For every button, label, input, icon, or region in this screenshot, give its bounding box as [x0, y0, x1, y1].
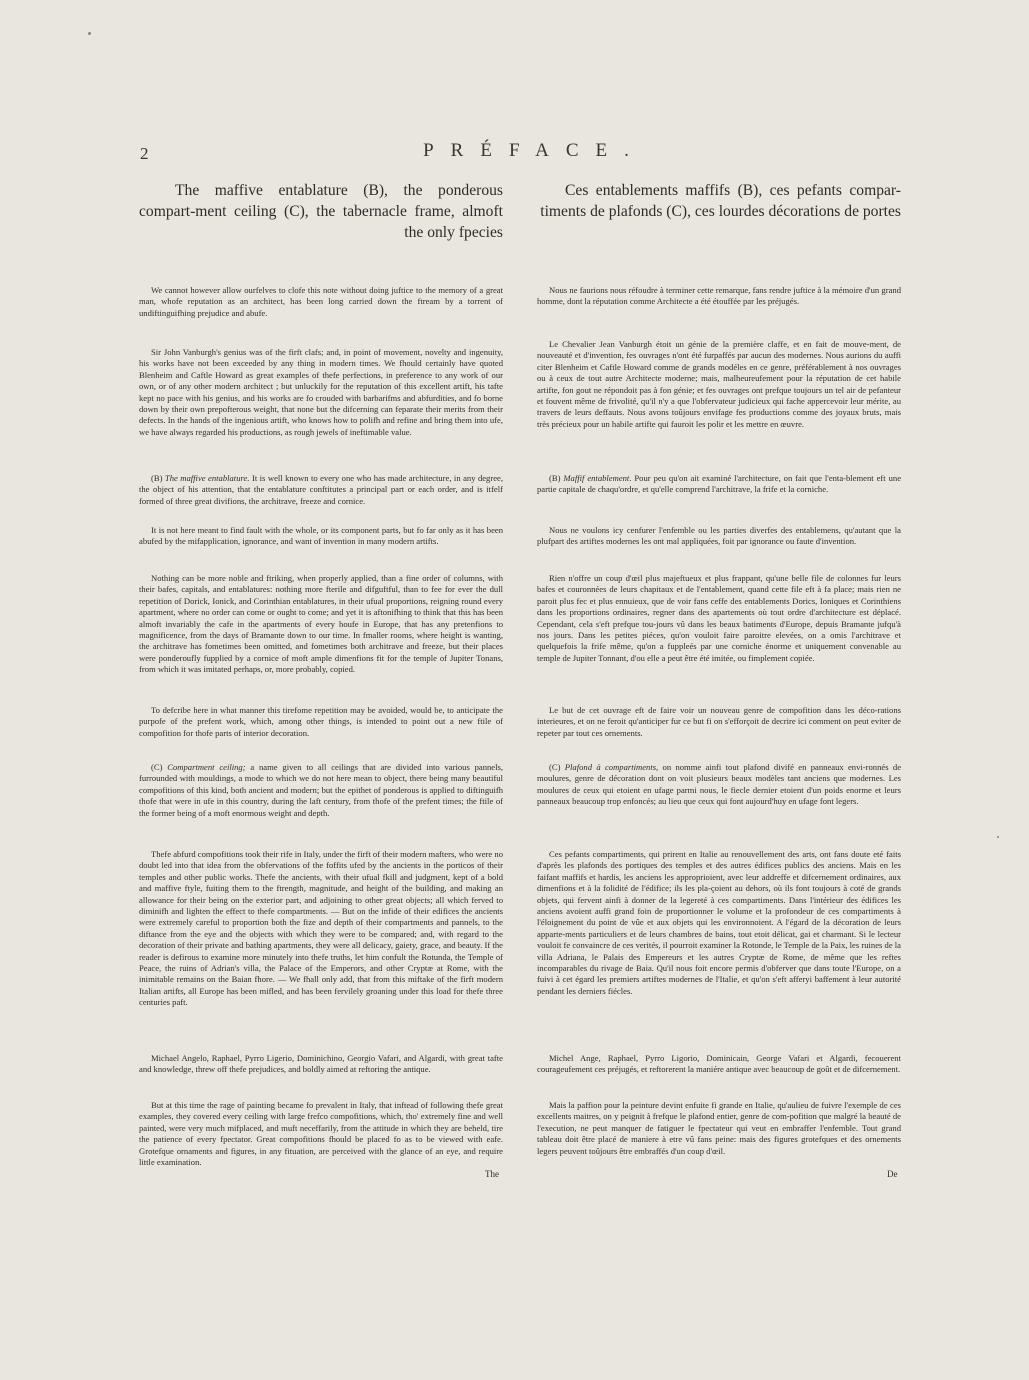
english-column: [139, 180, 503, 1168]
paragraph-text: It is well known to every one who has made architecture, in any degree, the object of his attention, that the entablature conftitutes a principal part or each order, and is itfelf formed of three great divifions, the architrave, freeze and cornice.: [139, 473, 503, 506]
french-paragraph: [537, 762, 901, 808]
french-paragraph: [537, 473, 901, 496]
paragraph-text: Thefe abfurd compofitions took their rife in Italy, under the firft of their modern mafters, who were no doubt led into that idea from the obfervations of the foffits ufed by the ancients in the porticos of their temples and other public works. Thefe the ancients, with their ufual fkill and judgment, kept of a bold and maffive ftyle, fuiting them to the ftrength, magnitude, and height of the building, and making an allowance for their being on the exterior part, and adjoining to other great objects; all which ferved to diminifh and lighten the effect to thefe compartments. — But on the infide of their edifices the ancients were extremely careful to proportion both the fize and depth of their compartments and pannels, to the diftance from the eye and the objects with which they were to be compared; and, with regard to the decoration of their private and bathing apartments, they were all delicacy, gaiety, grace, and beauty. If the reader is defirous to examine more minutely into thefe truths, let him confult the Rotunda, the Temple of Peace, the ruins of Adrian's villa, the Palace of the Emperors, and other Cryptæ at Rome, with the inimitable remains on the Baian fhore. — We fhall only add, that from this miftake of the firft modern Italian artifts, all Europe has been mifled, and has been fervilely groaning under this load for thefe three centuries paft.: [139, 849, 503, 1008]
speck: [997, 836, 999, 838]
paragraph-text: Michel Ange, Raphael, Pyrro Ligorio, Dominicain, George Vafari et Algardi, fecouerent courageufement ces préjugés, et reftorerent la maniére antique avec beaucoup de goût et de difcernement.: [537, 1053, 901, 1075]
paragraph-text: Pour peu qu'on ait examiné l'architecture, on fait que l'enta-blement eft une partie capitale de chaqu'ordre, et qu'elle comprend l'architrave, la frife et la corniche.: [537, 473, 902, 495]
english-paragraph: [139, 285, 503, 319]
page-number: 2: [140, 144, 149, 163]
paragraph-text: Michael Angelo, Raphael, Pyrro Ligerio, Dominichino, Georgio Vafari, and Algardi, with great tafte and knowledge, threw off thefe prejudices, and boldly aimed at reftoring the antique.: [139, 1053, 503, 1075]
paragraph-text: on nomme ainfi tout plafond divifé en panneaux envi-ronnés de moulures, genre de décoration dont on voit plusieurs beaux modèles tant anciens que modernes. Les moulures de ceux qui etoient en ufage parmi nous, le fiecle dernier etoient d'un poids enorme et leurs panneaux beaucoup trop enfoncés; au lieu que ceux qui font aujourd'huy en ufage font legers.: [537, 762, 902, 807]
french-paragraph: [537, 705, 901, 739]
english-paragraph: [139, 1100, 503, 1168]
english-paragraph: [139, 1053, 503, 1076]
paragraph-text: Rien n'offre un coup d'œil plus majeftueux et plus frappant, qu'une belle file de colonnes fur leurs bafes et couronnées de leurs chapitaux et de l'entablement, quand cette file eft à fa place; mais rien ne paroit plus fec et plus ennuieux, que de voir fans ceffe des entablements Dorics, Ioniques et Corinthiens dans les proportions ordinaires, regner dans des apartements où tout ordre d'architecture est déplacé. Cependant, cela s'eft prefque tou-jours vû dans les beaux batiments d'Europe, depuis Bramante jufqu'à nos jours. Dans les petites piéces, qu'on vouloit faire paroitre elevées, on a omis l'architrave et quelquefois la frife même, qu'on a fuppleés par une corniche énorme et uniquement convenable au temple de Jupiter Tonnant, d'ou elle a peut être été imitée, ou fimplement copiée.: [537, 573, 901, 663]
paragraph-text: We cannot however allow ourfelves to clofe this note without doing juftice to the memory of a great man, whofe reputation as an architect, has been long carried down the ftream by a torrent of undiftinguifhing prejudice and abufe.: [139, 285, 503, 318]
paragraph-text: a name given to all ceilings that are divided into various pannels, furrounded with mouldings, a mode to which we do not here mean to object, there being many beautiful compofitions of this kind, both ancient and modern; but the epithet of ponderous is applied to diftinguifh thofe that were in ufe in this country, during the laft century, from thofe of the prefent times; the ftile of the former being of a moft enormous weight and depth.: [139, 762, 503, 818]
french-lead: Ces entablements maffifs (B), ces pefants compar-timents de plafonds (C), ces lourdes décorations de portes: [540, 182, 901, 220]
english-paragraph: [139, 473, 503, 507]
french-paragraph: [537, 339, 901, 430]
french-paragraph: [537, 1053, 901, 1076]
paragraph-text: Sir John Vanburgh's genius was of the firft clafs; and, in point of movement, novelty and ingenuity, his works have not been exceeded by any thing in modern times. We fhould certainly have quoted Blenheim and Caftle Howard as great examples of thefe perfections, in preference to any work of our own, or of any other modern architect ; but unluckily for the reputation of this excellent artift, his tafte kept no pace with his genius, and his works are fo crouded with barbarifms and abfurdities, and fo borne down by their own prepofterous weight, that none but the difcerning can feparate their merits from their defects. In the hands of the ingenious artift, who knows how to polifh and refine and bring them into ufe, we have always regarded his productions, as rough jewels of ineftimable value.: [139, 347, 503, 437]
paragraph-text: To defcribe here in what manner this tirefome repetition may be avoided, would be, to anticipate the purpofe of the prefent work, which, among other things, is intended to point out a new ftile of compofition for thofe parts of interior decoration.: [139, 705, 503, 738]
english-paragraph: [139, 525, 503, 548]
note-heading: The maffive entablature.: [164, 473, 252, 483]
paragraph-text: Ces pefants compartiments, qui prirent en Italie au renouvellement des arts, ont fans doute eté faits d'après les plafonds des portiques des temples et des autres édifices publics des anciens. Mais en les faifant maffifs et hardis, les anciens les approprioient, avec leur addreffe et difcernement ordinaires, aux dimenfions et à la folidité de l'édifice; ils les pla-çoient au dehors, où ils font toujours à coté de grands objets, qui fervent ainfi à donner de la legereté à ces compartiments. Dans l'intérieur des édifices les anciens avoient auffi grand foin de proportionner le volume et la profondeur de ces compartiments à l'éloignement du point de vûe et aux objets qui les environnoient. A l'égard de la décoration de leurs apparte-ments particuliers et de leurs chambres de bains, tout etoit délicat, gai et charmant. Si le lecteur vouloit fe convaincre de ces verités, il pourroit examiner la Rotonde, le Temple de la Paix, les ruines de la villa Adriana, le Palais des Empereurs et les autres Cryptæ de Rome, de même que les reftes incomparables du rivage de Baia. Qu'il nous foit encore permis d'obferver que dans toute l'Europe, on a fuivi à cet égard les premiers artiftes modernes de l'Italie, et qu'on s'eft afferyi baffement à leur autorité pendant les derniers fiécles.: [537, 849, 901, 996]
english-paragraph: [139, 347, 503, 438]
note-reference: (C): [151, 762, 168, 772]
paragraph-text: But at this time the rage of painting became fo prevalent in Italy, that inftead of following thefe great examples, they covered every ceiling with large frefco compofitions, which, tho' extremely fine and well painted, were very much mifplaced, and muft neceffarily, from the attitude in which they are beheld, tire the patience of every fpectator. Great compofitions fhould be placed fo as to be viewed with eafe. Grotefque ornaments and figures, in any fituation, are perceived with the glance of an eye, and require little examination.: [139, 1100, 503, 1168]
note-reference: (B): [151, 473, 165, 483]
note-heading: Maffif entablement.: [563, 473, 635, 483]
note-heading: Compartment ceiling;: [167, 762, 251, 772]
paragraph-text: Nous ne faurions nous réfoudre à terminer cette remarque, fans rendre juftice à la mémoire d'un grand homme, dont la réputation comme Architecte a été étouffée par les préjugés.: [537, 285, 901, 307]
paragraph-text: Nous ne voulons icy cenfurer l'enfemble ou les parties diverfes des entablemens, qu'autant que la plufpart des artiftes modernes les ont mal appliquées, foit par ignorance ou faute d'invention.: [537, 525, 901, 547]
french-paragraph: [537, 1100, 901, 1157]
french-paragraph: [537, 849, 901, 997]
paragraph-text: Le but de cet ouvrage eft de faire voir un nouveau genre de compofition dans les déco-rations interieures, et on ne feroit qu'anticiper fur ce but fi on s'efforçoit de decrire ici comment on peut eviter de repeter par tout ces ornements.: [537, 705, 901, 738]
page-title: PRÉFACE.: [423, 140, 646, 161]
french-paragraph: [537, 525, 901, 548]
english-paragraph: [139, 762, 503, 819]
english-lead: The maffive entablature (B), the ponderous compart-ment ceiling (C), the tabernacle frame, almoft the only fpecies: [139, 182, 503, 241]
french-paragraph: [537, 285, 901, 308]
note-heading: Plafond à compartiments,: [564, 762, 663, 772]
note-reference: (C): [549, 762, 565, 772]
english-paragraph: [139, 573, 503, 676]
note-reference: (B): [549, 473, 564, 483]
paragraph-text: Nothing can be more noble and ftriking, when properly applied, than a fine order of columns, with their bafes, capitals, and entablatures: nothing more fterile and difguftful, than to fee for ever the dull repetition of Dorick, Ionick, and Corinthian entablatures, in their ufual proportions, reigning round every apartment, where no order can come or ought to come; and yet it is aftonifhing to think that this has been almoft invariably the cafe in the apartments of every houfe in Europe, that has any pretenfions to magnificence, from the days of Bramante down to our time. In fmaller rooms, where height is wanting, the architrave has fometimes been omitted, and fometimes both architrave and freeze, but their places were ponderoufly fupplied by a cornice of moft ample dimenfions fit for the temple of Jupiter Tonans, from which it was imitated perhaps, or, more probably, copied.: [139, 573, 503, 675]
english-catchword: The: [485, 1169, 499, 1179]
french-paragraph: [537, 573, 901, 664]
paragraph-text: Mais la paffion pour la peinture devint enfuite fi grande en Italie, qu'aulieu de fuivre l'exemple de ces excellents maitres, on y peignit à frefque le plafond entier, genre de com-pofition que malgré la beauté de l'execution, ne peut manquer de fatiguer le fpectateur qui veut en embraffer l'enfemble. Tout grand tableau doit être placé de maniere à etre vû fans peine: mais des figures grotefques et des ornements legers peuvent toûjours être embraffés d'un coup d'œil.: [537, 1100, 901, 1156]
english-paragraph: [139, 705, 503, 739]
french-catchword: De: [887, 1169, 898, 1179]
paragraph-text: It is not here meant to find fault with the whole, or its component parts, but fo far only as it has been abufed by the mifapplication, ignorance, and want of invention in many modern artifts.: [139, 525, 503, 547]
speck: [88, 32, 91, 35]
paragraph-text: Le Chevalier Jean Vanburgh étoit un génie de la première claffe, et en fait de mouve-ment, de nouveauté et d'invention, fes ouvrages n'ont été furpaffés par aucun des modernes. Nous aurions du auffi citer Blenheim et Caftle Howard comme de grands modéles en ce genre, préférablement à nos ouvrages ou à ceux de tout autre Architecte moderne; mais, malheureufement pour la réputation de cet habile artifte, fon gout ne répondoit pas à fon génie; et fes ouvrages ont prefque toujours un tel air de pefanteur et fouvent même de frivolité, qu'il n'y a que l'obfervateur judicieux qui fache appercevoir leur mérite, au travers de leurs deffauts. Nous avons toûjours envifage fes productions comme des joyaux bruts, mais très précieux pour un habile artifte qui fauroit les polir et les mettre en œuvre.: [537, 339, 901, 429]
english-paragraph: [139, 849, 503, 1009]
french-column: [537, 180, 902, 1156]
